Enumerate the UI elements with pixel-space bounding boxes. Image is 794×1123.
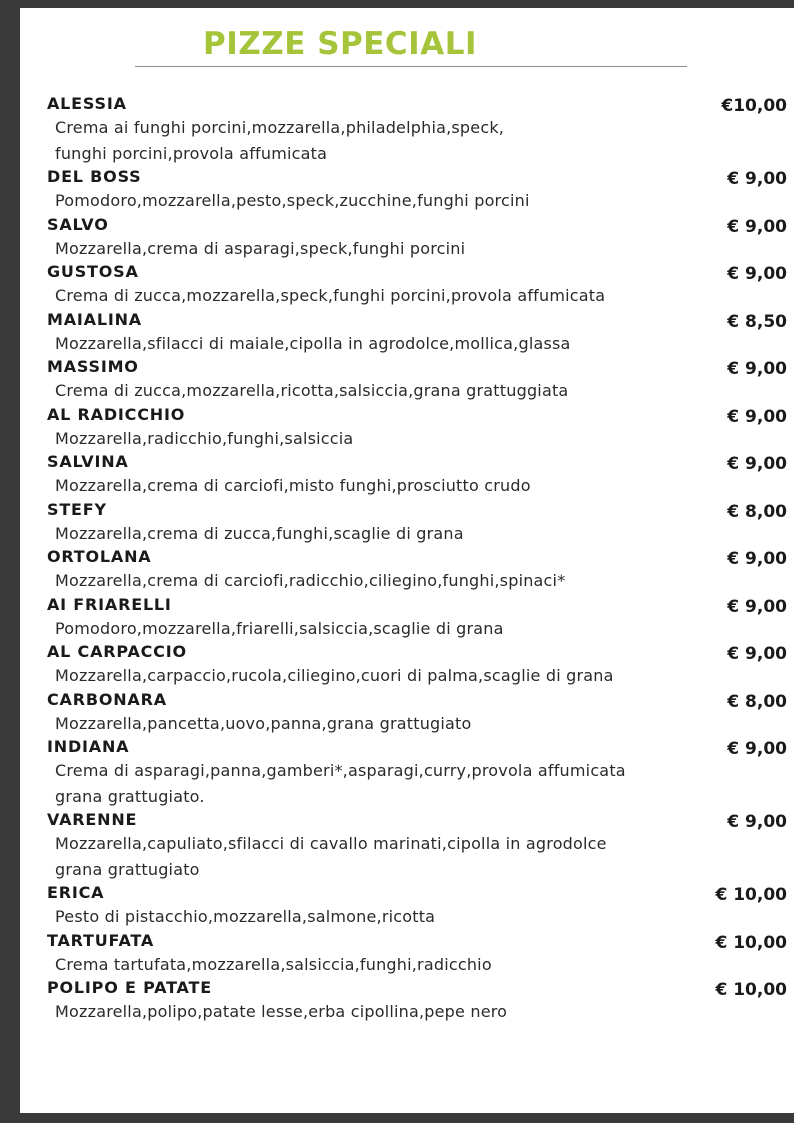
pizza-price: € 9,00	[727, 169, 787, 189]
ingredients-line: Mozzarella,sfilacci di maiale,cipolla in agrodolce,mollica,glassa	[55, 333, 571, 353]
menu-item	[47, 356, 787, 404]
ingredients-line: Pomodoro,mozzarella,friarelli,salsiccia,scaglie di grana	[55, 618, 504, 638]
pizza-name: ERICA	[47, 883, 105, 902]
ingredients-line: Mozzarella,crema di carciofi,radicchio,ciliegino,funghi,spinaci*	[55, 571, 566, 590]
pizza-price: € 10,00	[715, 980, 787, 1000]
title-divider	[135, 66, 687, 67]
pizza-name: ORTOLANA	[47, 547, 152, 566]
pizza-name: SALVO	[47, 214, 109, 234]
pizza-name: INDIANA	[47, 737, 130, 756]
pizza-ingredients	[47, 473, 787, 499]
pizza-name: SALVINA	[47, 452, 129, 471]
pizza-ingredients	[47, 115, 787, 166]
pizza-ingredients	[47, 521, 787, 547]
ingredients-line: Mozzarella,crema di carciofi,misto funghi,prosciutto crudo	[55, 476, 531, 495]
menu-item	[47, 309, 787, 357]
menu-item	[47, 689, 787, 737]
pizza-name: MAIALINA	[47, 309, 142, 329]
ingredients-line: Pomodoro,mozzarella,pesto,speck,zucchine,funghi porcini	[55, 191, 530, 210]
pizza-price: € 9,00	[727, 359, 787, 379]
ingredients-line: Mozzarella,crema di asparagi,speck,funghi porcini	[55, 238, 466, 258]
menu-item	[47, 499, 787, 547]
pizza-name: CARBONARA	[47, 689, 167, 709]
ingredients-line: Mozzarella,carpaccio,rucola,ciliegino,cuori di palma,scaglie di grana	[55, 666, 614, 685]
pizza-price: € 8,00	[727, 501, 787, 522]
menu-item	[47, 882, 787, 930]
pizza-ingredients	[47, 711, 787, 737]
menu-page	[20, 8, 794, 1113]
ingredients-line: Mozzarella,polipo,patate lesse,erba cipollina,pepe nero	[55, 1002, 508, 1021]
pizza-price: € 9,00	[727, 216, 787, 237]
pizza-price: € 9,00	[727, 454, 787, 474]
ingredients-line: Crema di asparagi,panna,gamberi*,asparagi,curry,provola affumicata	[55, 761, 626, 780]
menu-item	[47, 546, 787, 594]
pizza-name: POLIPO E PATATE	[47, 978, 212, 997]
menu-item	[47, 736, 787, 809]
menu-item	[47, 809, 787, 882]
ingredients-line: Mozzarella,radicchio,funghi,salsiccia	[55, 428, 354, 448]
pizza-ingredients	[47, 999, 787, 1025]
menu-item	[47, 93, 787, 166]
ingredients-line: funghi porcini,provola affumicata	[55, 143, 328, 163]
pizza-price: € 9,00	[727, 644, 787, 664]
menu-item	[47, 166, 787, 214]
menu-item	[47, 641, 787, 689]
pizza-name: ALESSIA	[47, 94, 127, 113]
pizza-ingredients	[47, 952, 787, 978]
pizza-name: AI FRIARELLI	[47, 594, 172, 614]
pizza-ingredients	[47, 568, 787, 594]
pizza-name: MASSIMO	[47, 357, 139, 376]
pizza-ingredients	[47, 331, 787, 357]
pizza-ingredients	[47, 188, 787, 214]
pizza-ingredients	[47, 663, 787, 689]
pizza-name: GUSTOSA	[47, 262, 139, 281]
menu-item	[47, 930, 787, 978]
pizza-price: € 8,00	[727, 691, 787, 712]
menu-item	[47, 977, 787, 1025]
pizza-price: € 9,00	[727, 812, 787, 832]
pizza-price: € 9,00	[727, 739, 787, 759]
pizza-ingredients	[47, 616, 787, 642]
menu-item	[47, 451, 787, 499]
menu-item	[47, 214, 787, 262]
ingredients-line: Mozzarella,crema di zucca,funghi,scaglie di grana	[55, 523, 464, 543]
ingredients-line: Mozzarella,pancetta,uovo,panna,grana grattugiato	[55, 713, 472, 733]
ingredients-line: Mozzarella,capuliato,sfilacci di cavallo marinati,cipolla in agrodolce	[55, 834, 607, 853]
pizza-price: € 9,00	[727, 549, 787, 569]
pizza-ingredients	[47, 904, 787, 930]
ingredients-line: Pesto di pistacchio,mozzarella,salmone,ricotta	[55, 907, 436, 926]
pizza-ingredients	[47, 758, 787, 809]
ingredients-line: Crema di zucca,mozzarella,speck,funghi porcini,provola affumicata	[55, 286, 606, 305]
ingredients-line: grana grattugiato.	[55, 786, 205, 806]
pizza-price: € 10,00	[715, 932, 787, 953]
pizza-price: € 9,00	[727, 406, 787, 427]
pizza-name: AL CARPACCIO	[47, 642, 187, 661]
pizza-name: TARTUFATA	[47, 930, 155, 950]
pizza-ingredients	[47, 236, 787, 262]
pizza-name: STEFY	[47, 499, 107, 519]
pizza-name: DEL BOSS	[47, 167, 142, 186]
pizza-ingredients	[47, 283, 787, 309]
menu-item	[47, 594, 787, 642]
pizza-price: € 10,00	[715, 885, 787, 905]
pizza-price: €10,00	[721, 96, 787, 116]
pizza-list	[47, 93, 787, 1025]
pizza-name: VARENNE	[47, 810, 138, 829]
ingredients-line: Crema ai funghi porcini,mozzarella,philadelphia,speck,	[55, 118, 505, 137]
pizza-price: € 9,00	[727, 264, 787, 284]
ingredients-line: Crema di zucca,mozzarella,ricotta,salsiccia,grana grattuggiata	[55, 381, 569, 400]
pizza-ingredients	[47, 831, 787, 882]
pizza-ingredients	[47, 378, 787, 404]
pizza-price: € 9,00	[727, 596, 787, 617]
menu-item	[47, 404, 787, 452]
ingredients-line: Crema tartufata,mozzarella,salsiccia,funghi,radicchio	[55, 954, 492, 974]
pizza-price: € 8,50	[727, 311, 787, 332]
page-title: PIZZE SPECIALI	[203, 26, 477, 62]
pizza-ingredients	[47, 426, 787, 452]
pizza-name: AL RADICCHIO	[47, 404, 186, 424]
menu-item	[47, 261, 787, 309]
ingredients-line: grana grattugiato	[55, 859, 200, 879]
